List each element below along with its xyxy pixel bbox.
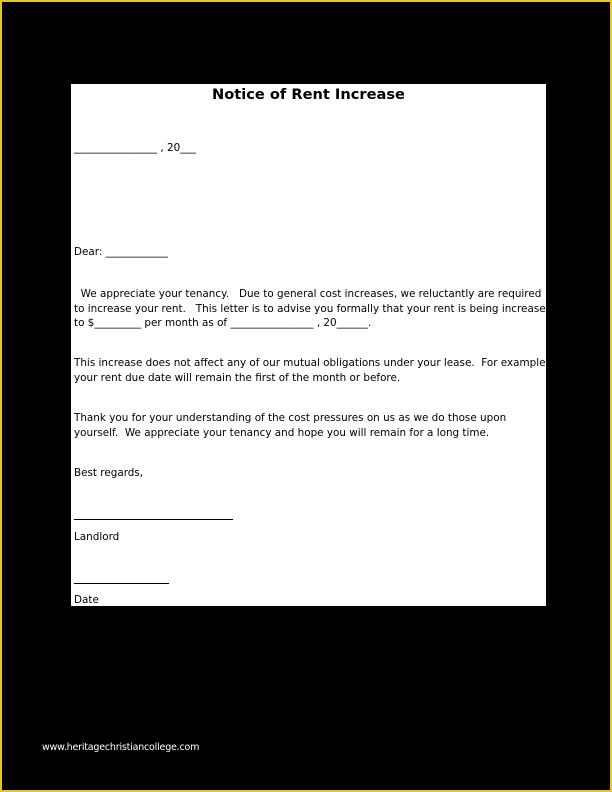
signature-label: Landlord	[74, 531, 120, 543]
watermark-url: www.heritagechristiancollege.com	[42, 742, 200, 753]
paragraph-1-line-2: to increase your rent. This letter is to advise you formally that your rent is being increased	[74, 302, 553, 315]
salutation: Dear: ____________	[74, 246, 168, 258]
paragraph-2-line-2: your rent due date will remain the first of the month or before.	[74, 371, 401, 384]
letter-title: Notice of Rent Increase	[212, 86, 405, 103]
closing: Best regards,	[74, 467, 144, 479]
paragraph-3-line-2: yourself. We appreciate your tenancy and hope you will remain for a long time.	[74, 426, 490, 439]
date-signature-line	[74, 583, 169, 584]
paragraph-1-line-3: to $_________ per month as of ________________ , 20______.	[74, 317, 372, 329]
paragraph-3-line-1: Thank you for your understanding of the cost pressures on us as we do those upon	[74, 412, 507, 424]
letter-page	[71, 84, 553, 606]
date-label: Date	[74, 594, 99, 606]
paragraph-2-line-1: This increase does not affect any of our mutual obligations under your lease. For example,	[74, 357, 549, 369]
date-line: ________________ , 20___	[74, 142, 196, 154]
paragraph-1-line-1: We appreciate your tenancy. Due to general cost increases, we reluctantly are required	[74, 288, 542, 300]
signature-line	[74, 519, 233, 520]
